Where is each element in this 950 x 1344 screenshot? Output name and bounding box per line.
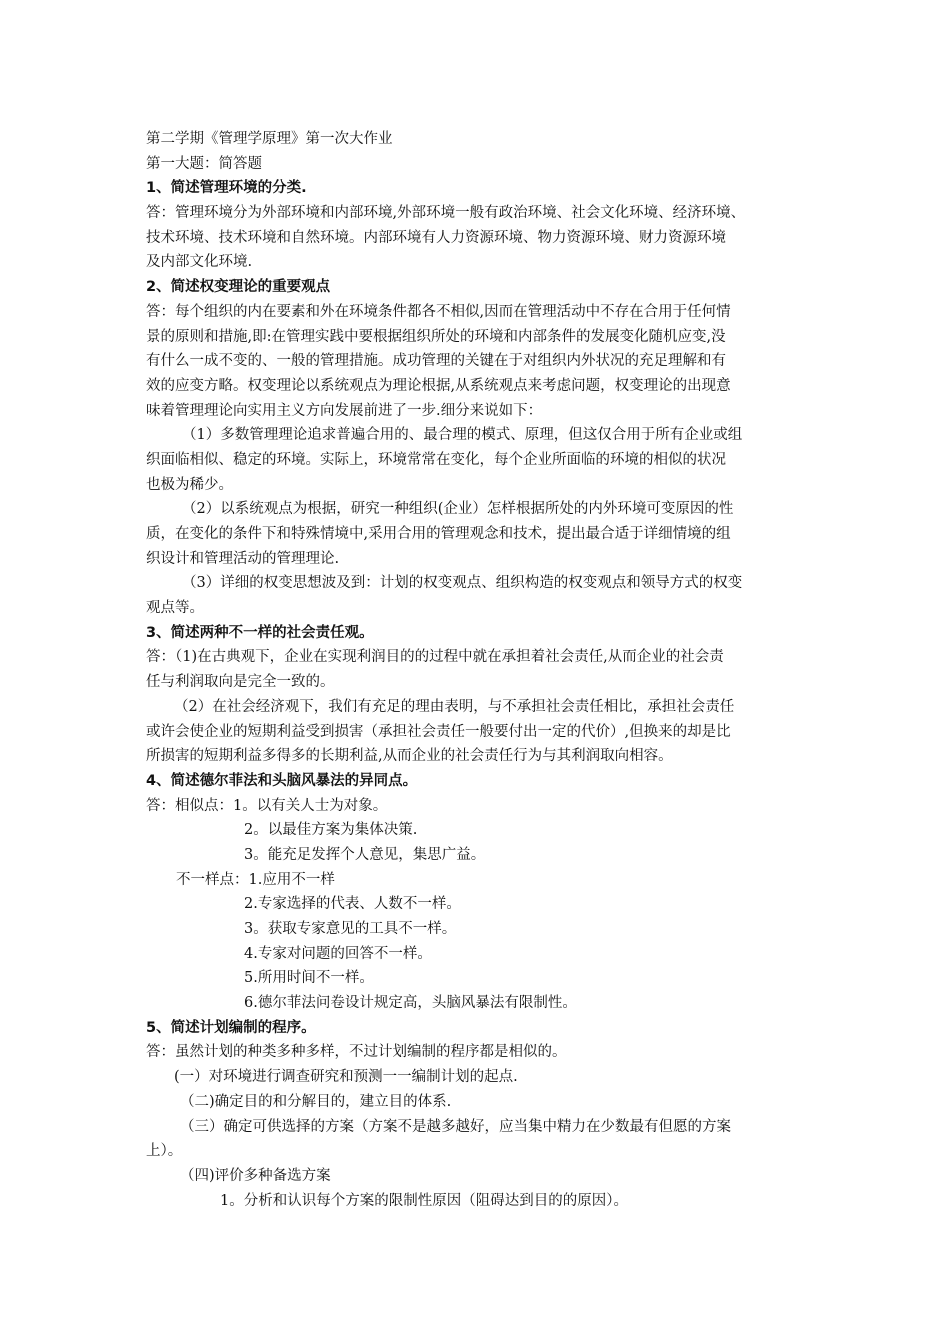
q5-line: （四)评价多种备选方案 bbox=[180, 1167, 331, 1184]
q3-line: （2）在社会经济观下，我们有充足的理由表明，与不承担社会责任相比，承担社会责任 bbox=[174, 698, 735, 715]
q3-line: 答：（1)在古典观下，企业在实现利润目的的过程中就在承担着社会责任,从而企业的社会责 bbox=[146, 649, 724, 666]
q1-line: 及内部文化环境. bbox=[146, 254, 253, 271]
question-2-heading: 2、简述权变理论的重要观点 bbox=[146, 279, 331, 296]
document-title: 第二学期《管理学原理》第一次大作业 bbox=[146, 131, 393, 147]
question-1-heading: 1、简述管理环境的分类. bbox=[146, 180, 307, 197]
q2-line: 味着管理理论向实用主义方向发展前进了一步.细分来说如下： bbox=[146, 402, 543, 419]
q5-line: 上）。 bbox=[146, 1143, 183, 1160]
q3-line: 所损害的短期利益多得多的长期利益,从而企业的社会责任行为与其利润取向相容。 bbox=[146, 748, 673, 765]
q4-line: 2。以最佳方案为集体决策. bbox=[244, 822, 418, 839]
q4-line: 4.专家对问题的回答不一样。 bbox=[244, 945, 432, 962]
q1-line: 技术环境、技术环境和自然环境。内部环境有人力资源环境、物力资源环境、财力资源环境 bbox=[146, 229, 726, 246]
question-5-heading: 5、简述计划编制的程序。 bbox=[146, 1019, 316, 1036]
q2-line: 有什么一成不变的、一般的管理措施。成功管理的关键在于对组织内外状况的充足理解和有 bbox=[146, 353, 726, 370]
q4-line: 2.专家选择的代表、人数不一样。 bbox=[244, 896, 461, 913]
q1-line: 答：管理环境分为外部环境和内部环境,外部环境一般有政治环境、社会文化环境、经济环境、 bbox=[146, 205, 746, 222]
q2-line: 景的原则和措施,即:在管理实践中要根据组织所处的环境和内部条件的发展变化随机应变,没 bbox=[146, 328, 726, 345]
question-4-heading: 4、简述德尔菲法和头脑风暴法的异同点。 bbox=[146, 772, 418, 789]
q2-line: 答：每个组织的内在要素和外在环境条件都各不相似,因而在管理活动中不存在合用于任何情 bbox=[146, 303, 731, 320]
q4-line: 答：相似点：1。以有关人士为对象。 bbox=[146, 797, 388, 814]
q2-line: 效的应变方略。权变理论以系统观点为理论根据,从系统观点来考虑问题，权变理论的出现意 bbox=[146, 377, 731, 394]
document-page bbox=[146, 127, 846, 1213]
q4-line: 6.德尔菲法问卷设计规定高，头脑风暴法有限制性。 bbox=[244, 995, 577, 1012]
q2-line: （1）多数管理理论追求普遍合用的、最合理的模式、原理，但这仅合用于所有企业或组 bbox=[182, 427, 743, 444]
q3-line: 或许会使企业的短期利益受到损害（承担社会责任一般要付出一定的代价）,但换来的却是比 bbox=[146, 723, 731, 740]
q4-line: 不一样点：1.应用不一样 bbox=[176, 871, 335, 888]
section-heading: 第一大题：简答题 bbox=[146, 155, 262, 172]
q2-line: 也极为稀少。 bbox=[146, 476, 233, 493]
q2-line: （3）详细的权变思想波及到：计划的权变观点、组织构造的权变观点和领导方式的权变 bbox=[182, 575, 743, 592]
q5-line: 答：虽然计划的种类多种多样，不过计划编制的程序都是相似的。 bbox=[146, 1044, 567, 1061]
q4-line: 3。能充足发挥个人意见，集思广益。 bbox=[244, 846, 486, 863]
q2-line: 观点等。 bbox=[146, 600, 204, 617]
q3-line: 任与利润取向是完全一致的。 bbox=[146, 674, 335, 691]
q2-line: （2）以系统观点为根据，研究一种组织(企业）怎样根据所处的内外环境可变原因的性 bbox=[182, 501, 734, 518]
q4-line: 3。获取专家意见的工具不一样。 bbox=[244, 921, 457, 937]
q2-line: 质，在变化的条件下和特殊情境中,采用合用的管理观念和技术，提出最合适于详细情境的组 bbox=[146, 526, 731, 542]
q5-line: （三）确定可供选择的方案（方案不是越多越好，应当集中精力在少数最有但愿的方案 bbox=[180, 1118, 731, 1135]
q2-line: 织设计和管理活动的管理理论. bbox=[146, 550, 340, 567]
q5-line: (一）对环境进行调查研究和预测一一编制计划的起点. bbox=[174, 1069, 518, 1086]
question-3-heading: 3、简述两种不一样的社会责任观。 bbox=[146, 624, 374, 641]
q2-line: 织面临相似、稳定的环境。实际上，环境常常在变化，每个企业所面临的环境的相似的状况 bbox=[146, 451, 726, 468]
q5-line: （二)确定目的和分解目的，建立目的体系. bbox=[180, 1093, 452, 1110]
q5-line: 1。分析和认识每个方案的限制性原因（阻碍达到目的的原因）。 bbox=[220, 1192, 628, 1209]
q4-line: 5.所用时间不一样。 bbox=[244, 970, 374, 987]
